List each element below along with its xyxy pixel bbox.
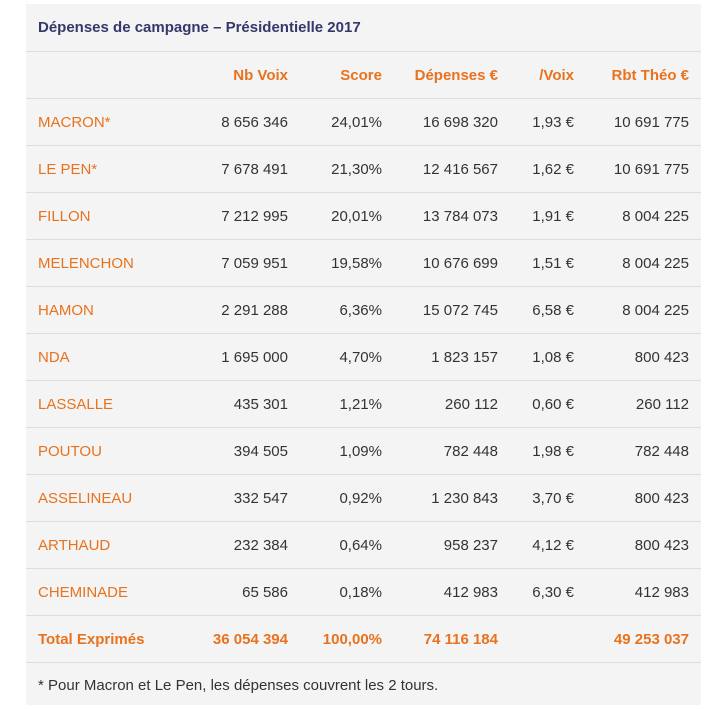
cell-depenses: 782 448	[382, 428, 498, 475]
cell-voix: 232 384	[188, 522, 288, 569]
table-row	[26, 240, 701, 287]
cell-rbt: 260 112	[574, 381, 701, 428]
candidate-name: CHEMINADE	[26, 569, 188, 616]
table-row	[26, 428, 701, 475]
cell-depenses: 260 112	[382, 381, 498, 428]
candidate-name: LE PEN*	[26, 146, 188, 193]
header-par-voix: /Voix	[498, 52, 574, 99]
header-score: Score	[288, 52, 382, 99]
table-row	[26, 99, 701, 146]
candidate-name: ASSELINEAU	[26, 475, 188, 522]
cell-score: 0,92%	[288, 475, 382, 522]
cell-voix: 2 291 288	[188, 287, 288, 334]
candidate-name: HAMON	[26, 287, 188, 334]
table-row	[26, 381, 701, 428]
candidate-name: MACRON*	[26, 99, 188, 146]
cell-rbt: 800 423	[574, 475, 701, 522]
cell-par-voix: 0,60 €	[498, 381, 574, 428]
cell-par-voix: 1,62 €	[498, 146, 574, 193]
cell-score: 4,70%	[288, 334, 382, 381]
cell-score: 0,18%	[288, 569, 382, 616]
table-row	[26, 522, 701, 569]
cell-par-voix: 4,12 €	[498, 522, 574, 569]
cell-depenses: 16 698 320	[382, 99, 498, 146]
cell-voix: 7 059 951	[188, 240, 288, 287]
cell-voix: 1 695 000	[188, 334, 288, 381]
cell-par-voix: 1,08 €	[498, 334, 574, 381]
cell-depenses: 412 983	[382, 569, 498, 616]
campaign-expenses-card	[26, 4, 701, 705]
cell-voix: 435 301	[188, 381, 288, 428]
cell-par-voix: 1,91 €	[498, 193, 574, 240]
cell-depenses: 15 072 745	[382, 287, 498, 334]
cell-depenses: 13 784 073	[382, 193, 498, 240]
table-row	[26, 146, 701, 193]
header-rbt: Rbt Théo €	[574, 52, 701, 99]
table-row	[26, 287, 701, 334]
table-row	[26, 334, 701, 381]
cell-rbt: 800 423	[574, 334, 701, 381]
cell-score: 20,01%	[288, 193, 382, 240]
cell-voix: 7 678 491	[188, 146, 288, 193]
cell-score: 21,30%	[288, 146, 382, 193]
header-row	[26, 52, 701, 99]
cell-score: 19,58%	[288, 240, 382, 287]
cell-score: 1,09%	[288, 428, 382, 475]
cell-depenses: 1 230 843	[382, 475, 498, 522]
candidate-name: MELENCHON	[26, 240, 188, 287]
total-row	[26, 616, 701, 663]
cell-depenses: 12 416 567	[382, 146, 498, 193]
cell-voix: 65 586	[188, 569, 288, 616]
cell-depenses: 10 676 699	[382, 240, 498, 287]
total-depenses: 74 116 184	[382, 616, 498, 663]
total-voix: 36 054 394	[188, 616, 288, 663]
cell-rbt: 8 004 225	[574, 240, 701, 287]
cell-score: 6,36%	[288, 287, 382, 334]
cell-voix: 332 547	[188, 475, 288, 522]
candidate-name: ARTHAUD	[26, 522, 188, 569]
total-par-voix	[498, 616, 574, 663]
footnote: * Pour Macron et Le Pen, les dépenses couvrent les 2 tours.	[38, 677, 439, 694]
cell-score: 1,21%	[288, 381, 382, 428]
cell-rbt: 8 004 225	[574, 193, 701, 240]
cell-rbt: 10 691 775	[574, 99, 701, 146]
cell-par-voix: 3,70 €	[498, 475, 574, 522]
total-score: 100,00%	[288, 616, 382, 663]
cell-rbt: 800 423	[574, 522, 701, 569]
cell-rbt: 412 983	[574, 569, 701, 616]
cell-rbt: 10 691 775	[574, 146, 701, 193]
table-row	[26, 475, 701, 522]
cell-rbt: 8 004 225	[574, 287, 701, 334]
header-name	[26, 52, 188, 99]
cell-par-voix: 6,30 €	[498, 569, 574, 616]
candidate-name: NDA	[26, 334, 188, 381]
candidate-name: POUTOU	[26, 428, 188, 475]
table-row	[26, 569, 701, 616]
candidate-name: FILLON	[26, 193, 188, 240]
table-row	[26, 193, 701, 240]
total-rbt: 49 253 037	[574, 616, 701, 663]
total-label: Total Exprimés	[26, 616, 188, 663]
cell-rbt: 782 448	[574, 428, 701, 475]
cell-voix: 8 656 346	[188, 99, 288, 146]
cell-depenses: 1 823 157	[382, 334, 498, 381]
cell-par-voix: 6,58 €	[498, 287, 574, 334]
cell-score: 0,64%	[288, 522, 382, 569]
cell-par-voix: 1,93 €	[498, 99, 574, 146]
cell-par-voix: 1,98 €	[498, 428, 574, 475]
table-title: Dépenses de campagne – Présidentielle 2017	[26, 4, 701, 52]
cell-voix: 7 212 995	[188, 193, 288, 240]
candidate-name: LASSALLE	[26, 381, 188, 428]
header-voix: Nb Voix	[188, 52, 288, 99]
expenses-table	[26, 52, 701, 663]
cell-par-voix: 1,51 €	[498, 240, 574, 287]
cell-voix: 394 505	[188, 428, 288, 475]
cell-depenses: 958 237	[382, 522, 498, 569]
header-depenses: Dépenses €	[382, 52, 498, 99]
cell-score: 24,01%	[288, 99, 382, 146]
